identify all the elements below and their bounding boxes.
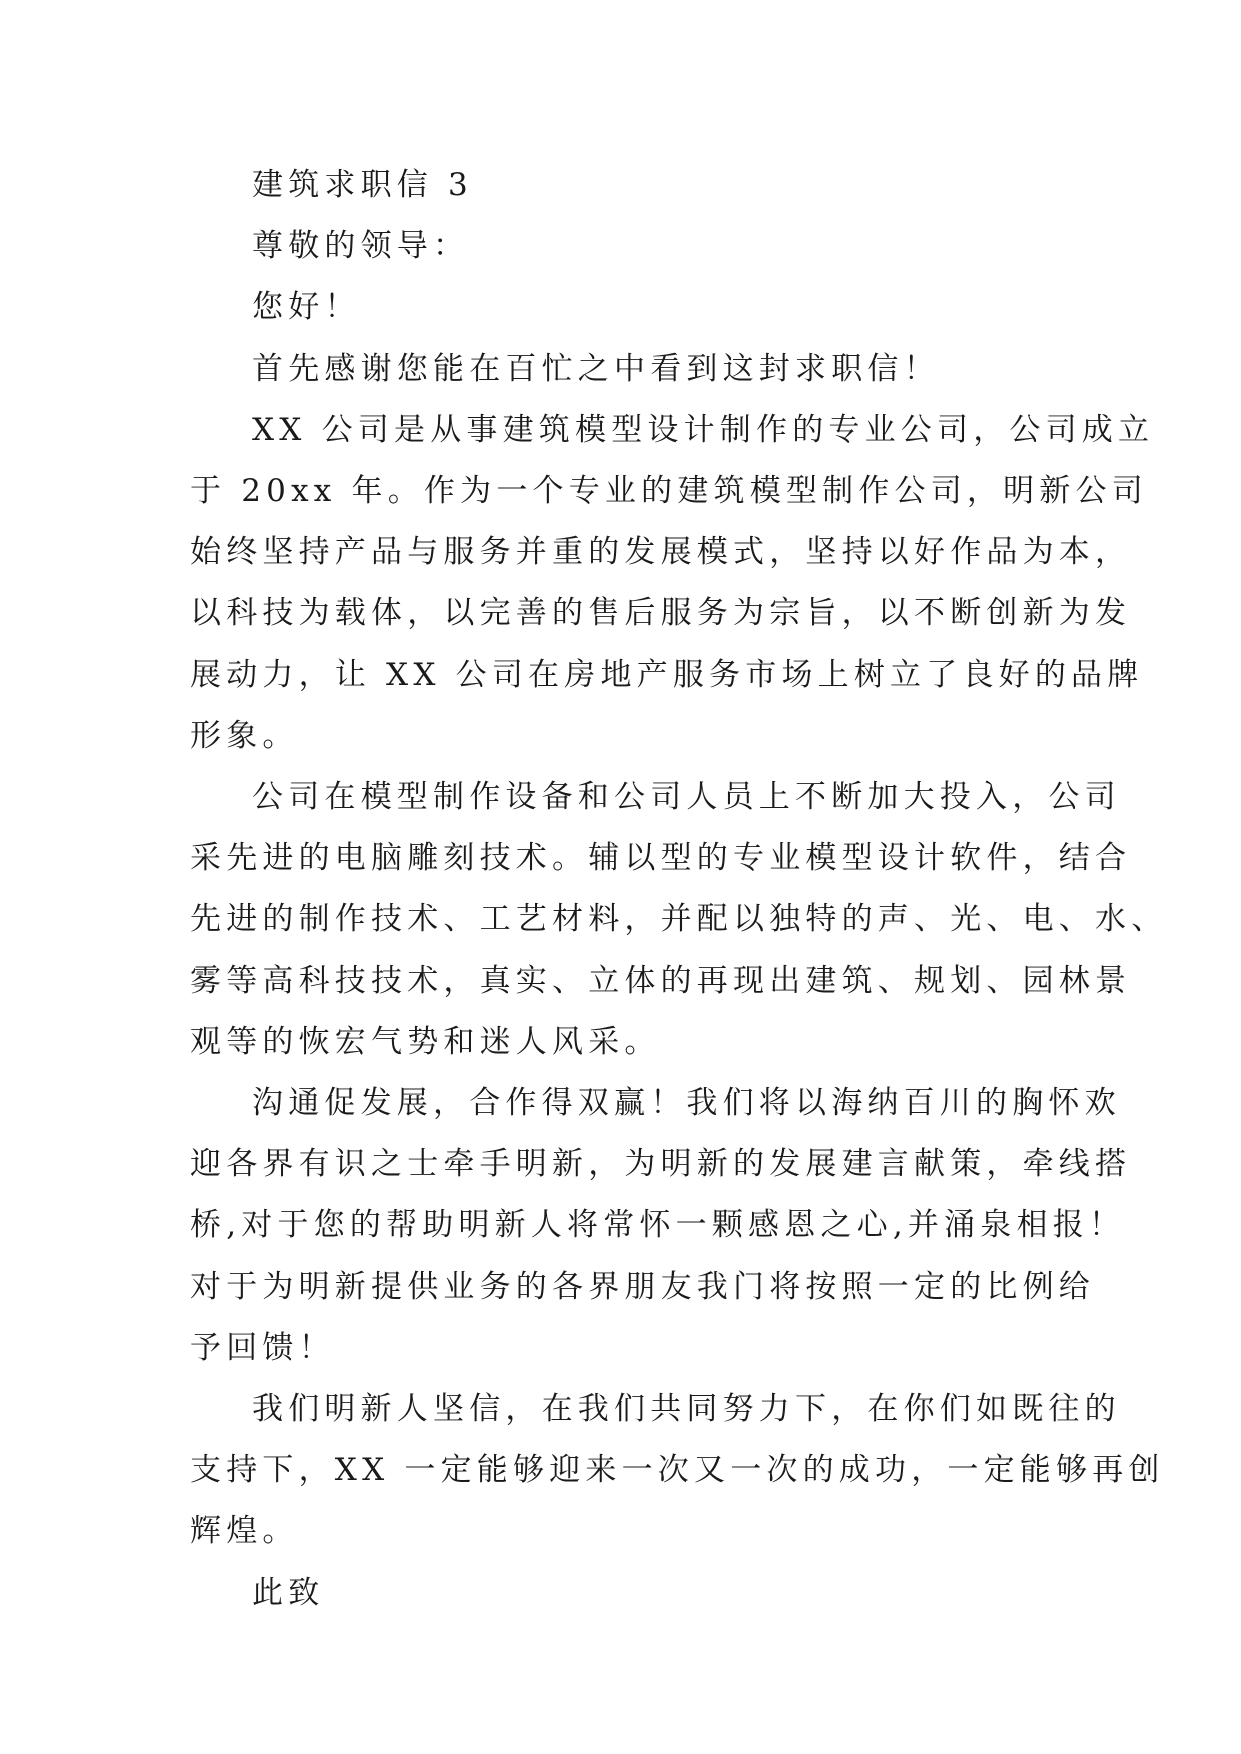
- paragraph-line: 观等的恢宏气势和迷人风采。: [190, 1023, 661, 1060]
- paragraph-line: 首先感谢您能在百忙之中看到这封求职信！: [252, 350, 940, 387]
- paragraph-4: [190, 1073, 1132, 1379]
- greeting: 您好！: [252, 289, 361, 326]
- paragraph-line: 对于为明新提供业务的各界朋友我门将按照一定的比例给: [190, 1268, 1095, 1305]
- salutation: 尊敬的领导：: [252, 228, 470, 265]
- paragraph-line: 展动力，让 XX 公司在房地产服务市场上树立了良好的品牌: [190, 656, 1144, 693]
- letter-title: 建筑求职信 3: [252, 167, 473, 203]
- paragraph-line: 以科技为载体，以完善的售后服务为宗旨，以不断创新为发: [190, 595, 1132, 632]
- paragraph-line: 始终坚持产品与服务并重的发展模式，坚持以好作品为本，: [190, 534, 1132, 571]
- paragraph-line: 采先进的电脑雕刻技术。辅以型的专业模型设计软件，结合: [190, 840, 1132, 877]
- paragraph-line: 支持下，XX 一定能够迎来一次又一次的成功，一定能够再创: [190, 1452, 1165, 1489]
- paragraph-line: XX 公司是从事建筑模型设计制作的专业公司，公司成立: [252, 411, 1155, 448]
- paragraph-line: 迎各界有识之士牵手明新，为明新的发展建言献策，牵线搭: [190, 1146, 1132, 1183]
- paragraph-line: 辉煌。: [190, 1513, 299, 1550]
- paragraph-line: 予回馈！: [190, 1329, 335, 1366]
- paragraph-line: 公司在模型制作设备和公司人员上不断加大投入，公司: [252, 779, 1121, 816]
- closing: 此致: [252, 1574, 325, 1611]
- paragraph-5: [190, 1379, 1165, 1563]
- paragraph-3: [190, 767, 1168, 1073]
- paragraph-2: [190, 400, 1155, 767]
- paragraph-line: 形象。: [190, 717, 299, 754]
- paragraph-line: 我们明新人坚信，在我们共同努力下，在你们如既往的: [252, 1391, 1121, 1428]
- paragraph-line: 沟通促发展，合作得双赢！我们将以海纳百川的胸怀欢: [252, 1085, 1121, 1122]
- letter-body: [190, 155, 1168, 1624]
- paragraph-line: 雾等高科技技术，真实、立体的再现出建筑、规划、园林景: [190, 962, 1132, 999]
- paragraph-line: 先进的制作技术、工艺材料，并配以独特的声、光、电、水、: [190, 901, 1168, 938]
- paragraph-line: 桥,对于您的帮助明新人将常怀一颗感恩之心,并涌泉相报！: [190, 1207, 1126, 1244]
- paragraph-1: [190, 339, 1060, 400]
- paragraph-line: 于 20xx 年。作为一个专业的建筑模型制作公司，明新公司: [190, 473, 1148, 510]
